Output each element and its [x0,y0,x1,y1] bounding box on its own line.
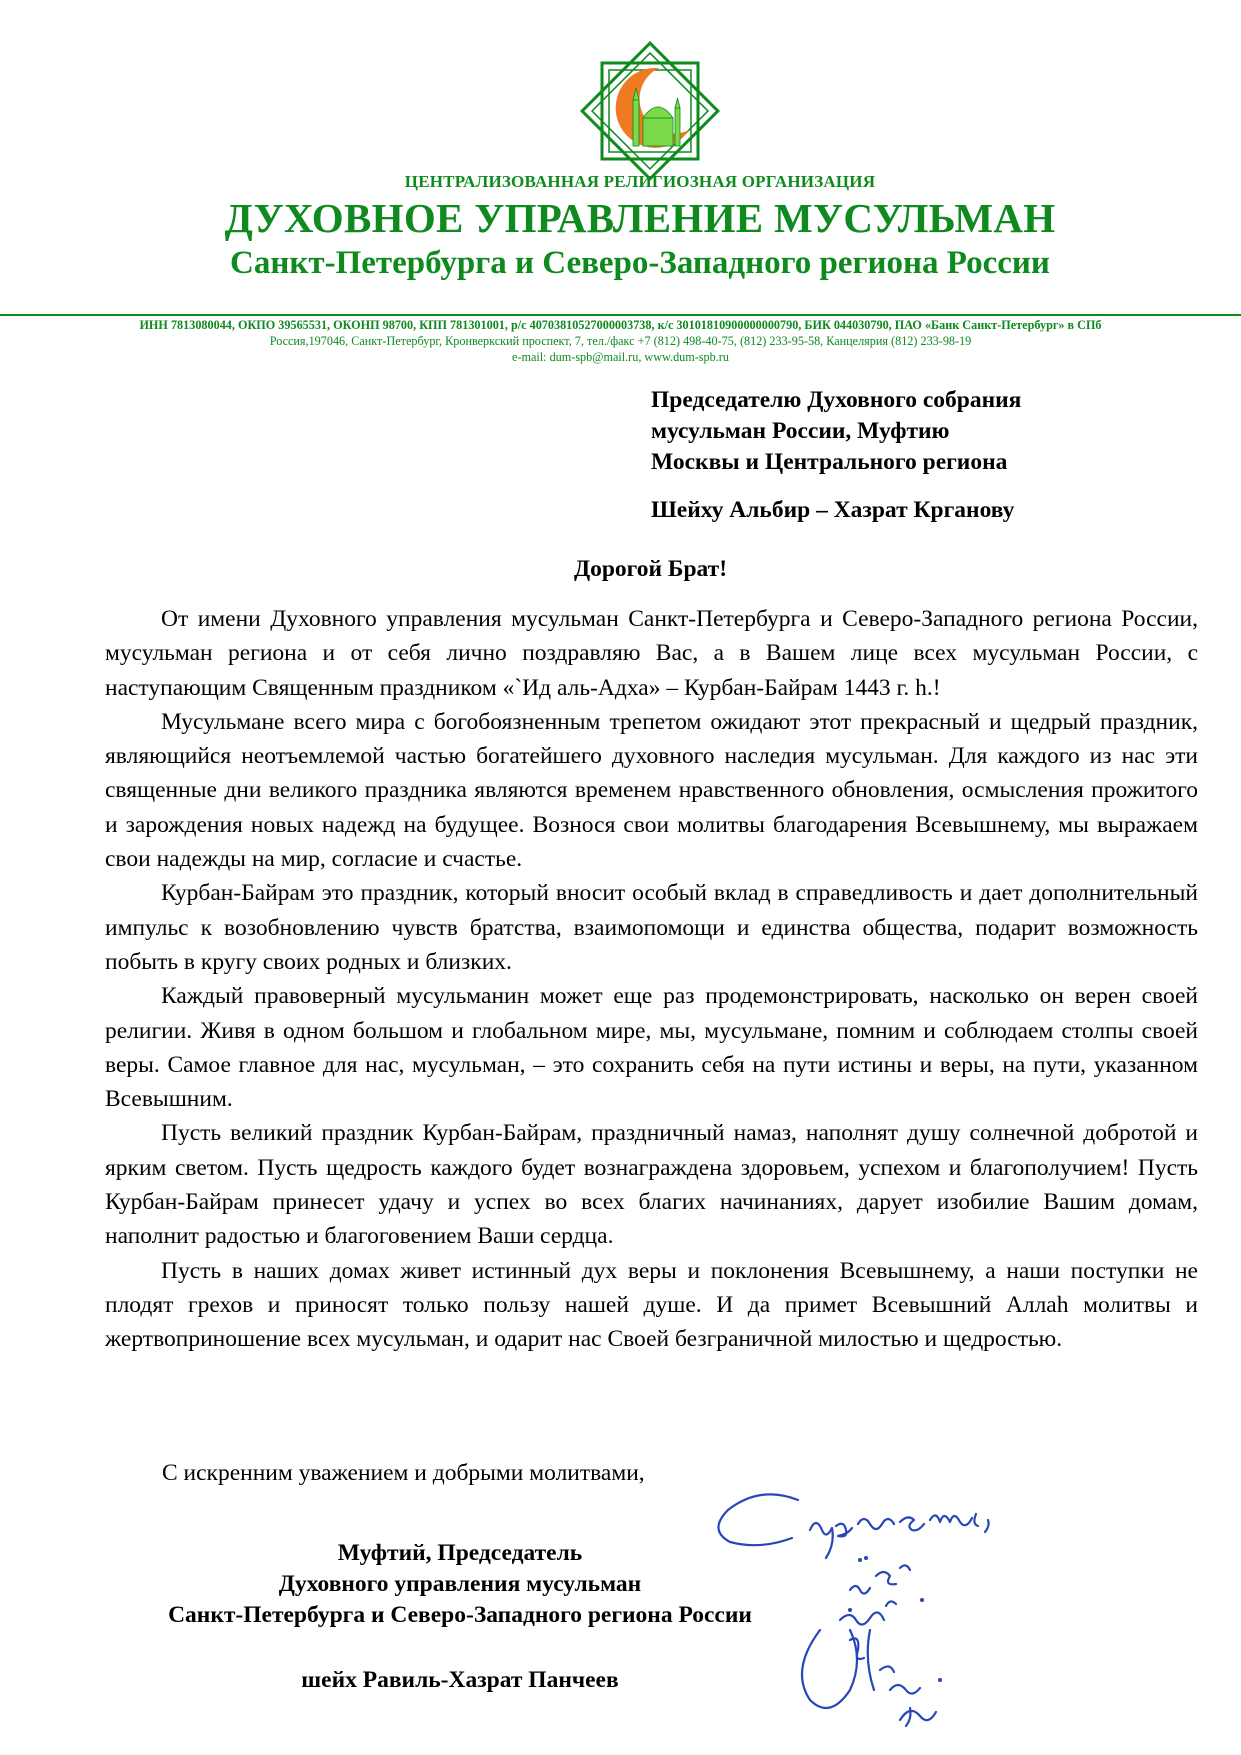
signer-title: Духовного управления мусульман [278,1571,642,1597]
organization-logo-icon [577,38,723,184]
organization-type: ЦЕНТРАЛИЗОВАННАЯ РЕЛИГИОЗНАЯ ОРГАНИЗАЦИЯ [404,172,876,191]
addressee-block [651,385,1021,526]
addressee-line: мусульман России, Муфтию [651,418,950,444]
bank-requisites: ИНН 7813080044, ОКПО 39565531, ОКОНП 98700, КПП 781301001, р/с 40703810527000003738, к/с 30101810900000000790, БИК 044030790, ПАО «Банк Санкт-Петербург» в СПб [139,318,1102,332]
body-paragraph: Каждый правоверный мусульманин может еще раз продемонстрировать, насколько он верен своей религии. Живя в одном большом и глобальном мире, мы, мусульмане, помним и соблюдаем столпы своей веры. Самое главное для нас, мусульман, – это сохранить себя на пути истины и веры, на пути, указанном Всевышним. [105,983,1198,1113]
handwritten-signature [700,1480,1220,1750]
signer-title: Санкт-Петербурга и Северо-Западного региона России [168,1602,752,1628]
header-divider [0,314,1241,316]
body-paragraph: От имени Духовного управления мусульман Санкт-Петербурга и Северо-Западного региона России, мусульман региона и от себя лично поздравляю Вас, а в Вашем лице всех мусульман России, с наступающим Священным праздником «`Ид аль-Адха» – Курбан-Байрам 1443 г. h.! [105,606,1198,701]
salutation: Дорогой Брат! [573,556,728,582]
body-paragraph: Курбан-Байрам это праздник, который вносит особый вклад в справедливость и дает дополнительный импульс к возобновлению чувств братства, взаимопомощи и единства общества, подарит возможность побыть в кругу своих родных и близких. [105,880,1198,975]
letter-body [105,602,1198,1357]
organization-name: ДУХОВНОЕ УПРАВЛЕНИЕ МУСУЛЬМАН [224,195,1056,241]
body-paragraph: Мусульмане всего мира с богобоязненным трепетом ожидают этот прекрасный и щедрый праздник, являющийся неотъемлемой частью богатейшего духовного наследия мусульман. Для каждого из нас эти священные дни великого праздника являются временем нравственного обновления, осмысления прожитого и зарождения новых надежд на будущее. Вознося свои молитвы благодарения Всевышнему, мы выражаем свои надежды на мир, согласие и счастье. [105,708,1198,873]
signer-name: шейх Равиль-Хазрат Панчеев [301,1667,619,1693]
contact-info: e-mail: dum-spb@mail.ru, www.dum-spb.ru [512,350,729,364]
addressee-line: Председателю Духовного собрания [651,387,1022,413]
body-paragraph: Пусть великий праздник Курбан-Байрам, праздничный намаз, наполнят душу солнечной добротой и ярким светом. Пусть щедрость каждого будет вознаграждена здоровьем, успехом и благополучием! Пусть Курбан-Байрам принесет удачу и успех во всех благих начинаниях, дарует изобилие Вашим домам, наполнит радостью и благоговением Ваши сердца. [105,1120,1198,1250]
signer-title: Муфтий, Председатель [337,1540,583,1566]
postal-address: Россия,197046, Санкт-Петербург, Кронверкский проспект, 7, тел./факс +7 (812) 498-40-75, (812) 233-95-58, Канцелярия (812) 233-98-19 [269,334,972,348]
body-paragraph: Пусть в наших домах живет истинный дух веры и поклонения Всевышнему, а наши поступки не плодят грехов и приносят только пользу нашей душе. И да примет Всевышний Аллаh молитвы и жертвоприношение всех мусульман, и одарит нас Своей безграничной милостью и щедростью. [105,1257,1198,1353]
addressee-line: Москвы и Центрального региона [651,449,1008,475]
organization-region: Санкт-Петербурга и Северо-Западного региона России [230,245,1050,281]
addressee-name: Шейху Альбир – Хазрат Крганову [651,497,1015,523]
closing-line: С искренним уважением и добрыми молитвами, [162,1460,645,1486]
